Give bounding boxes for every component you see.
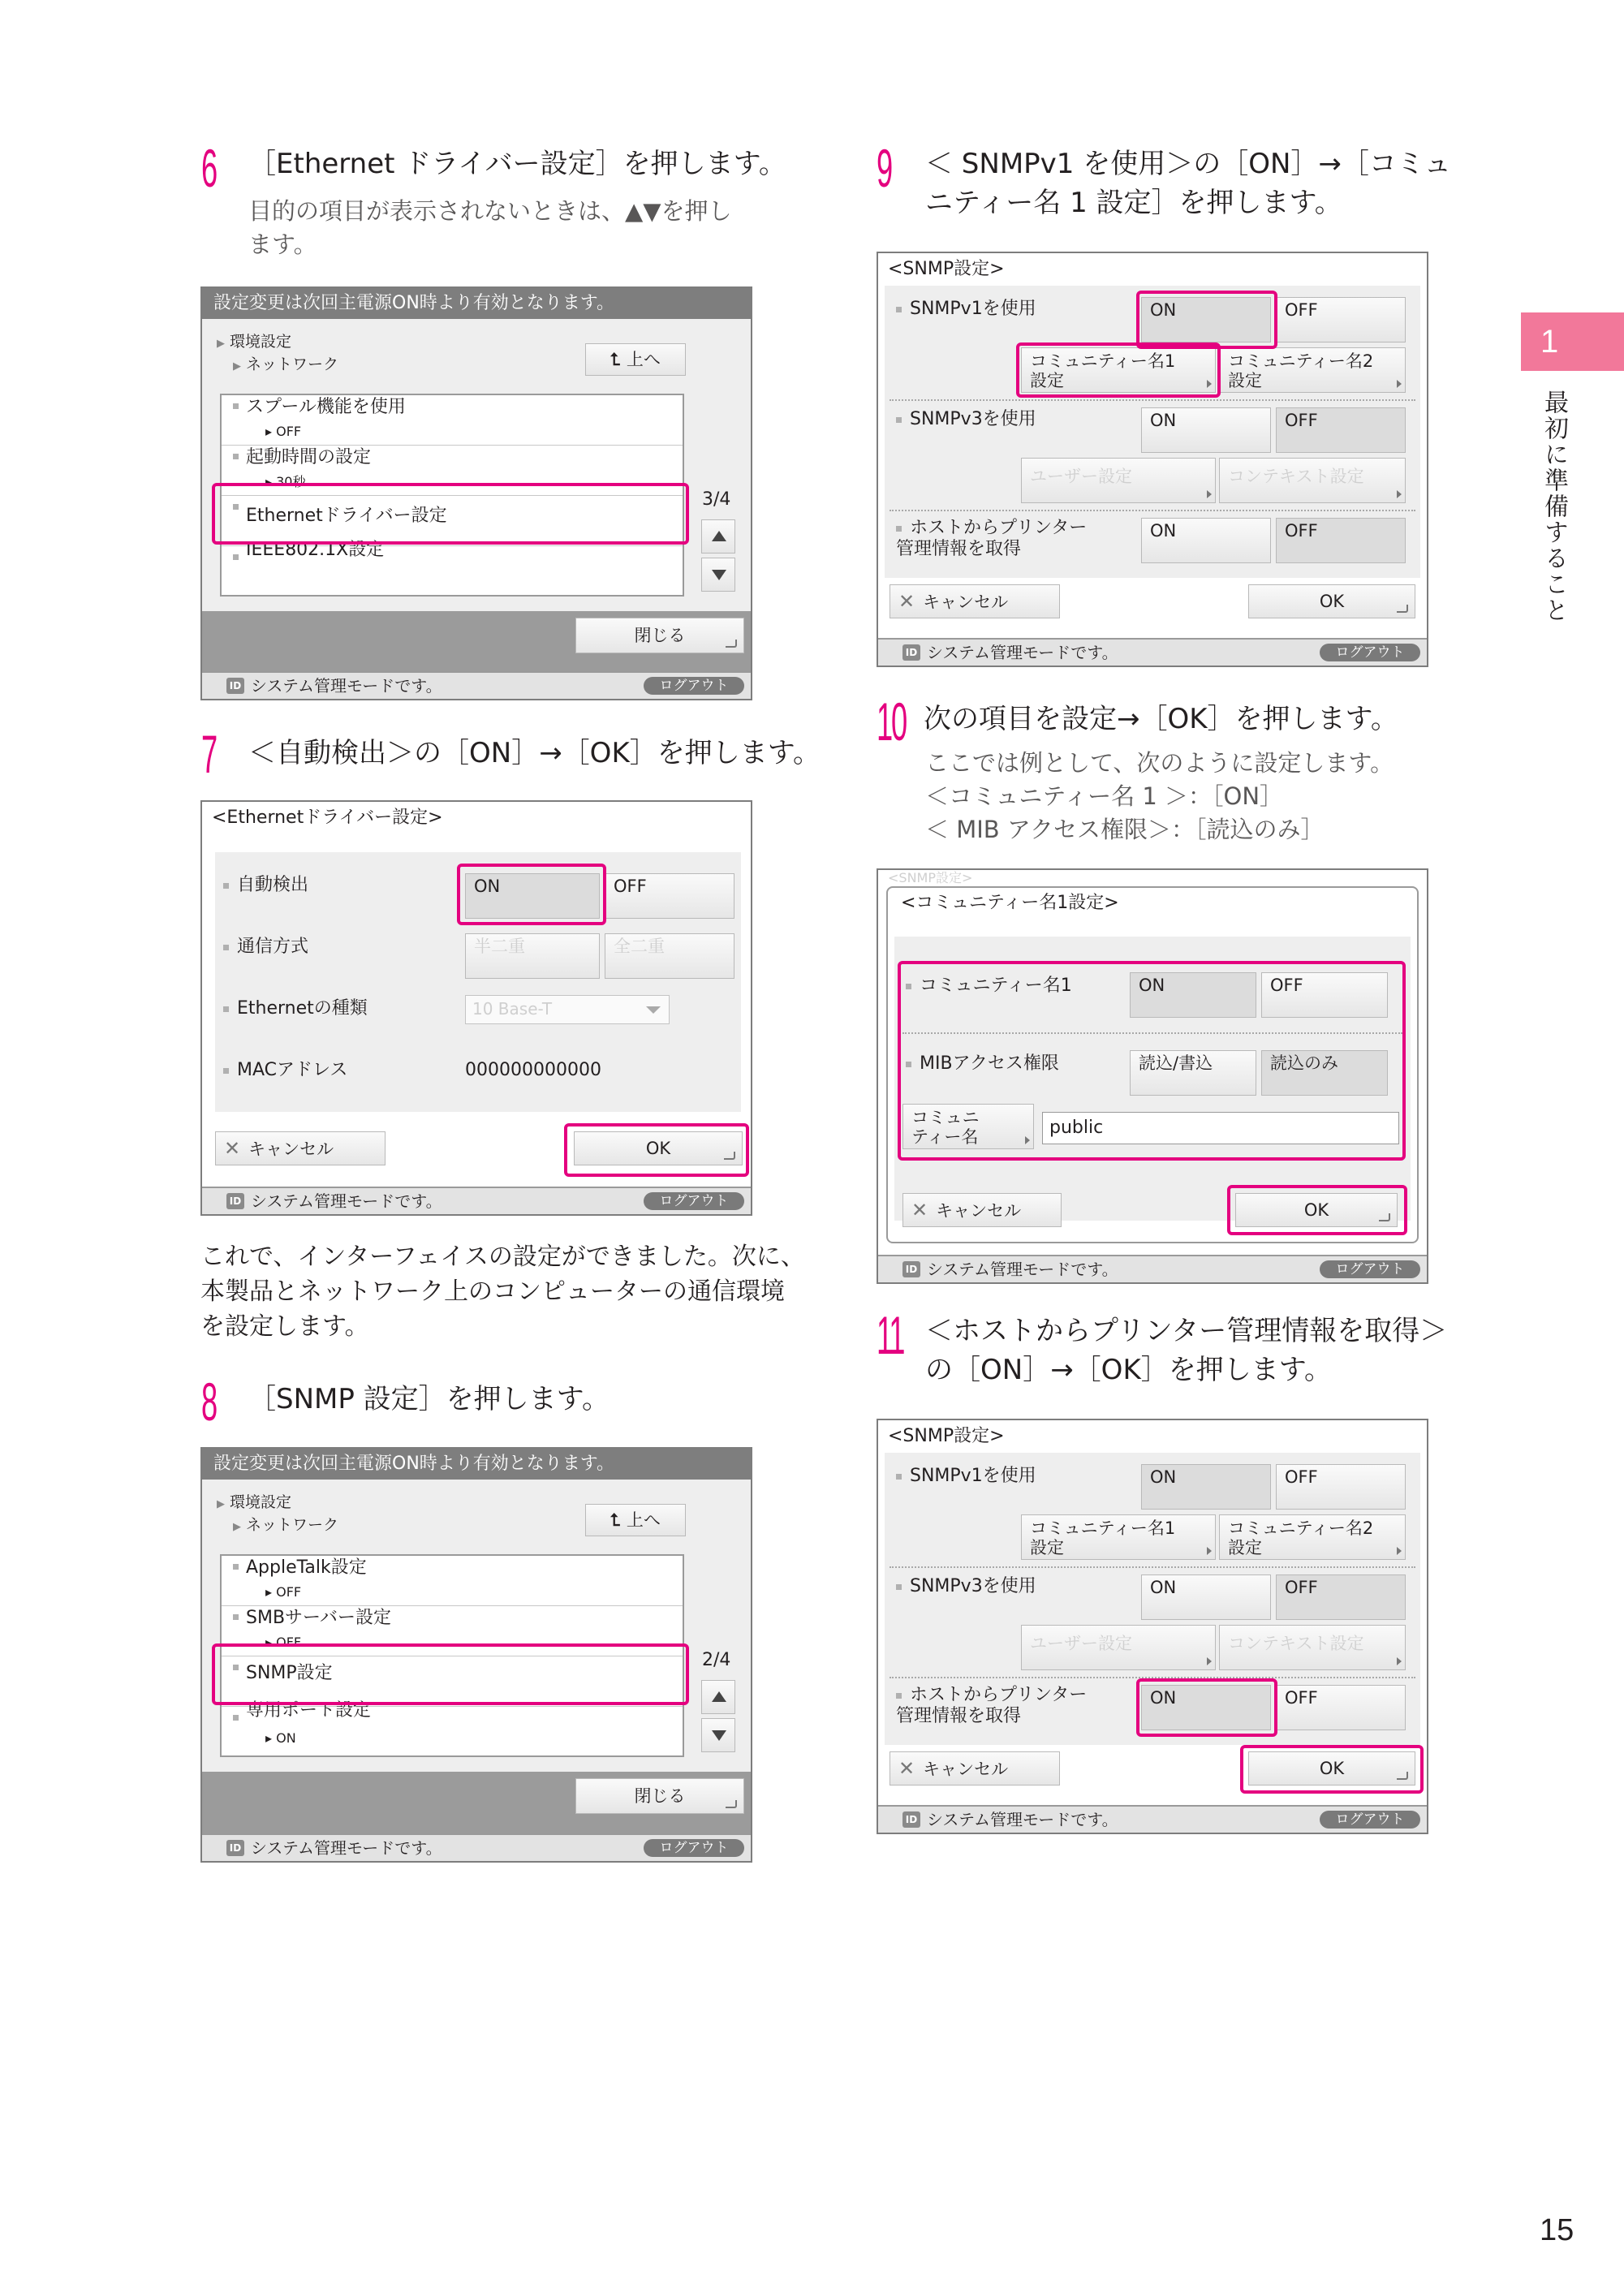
eth-type-select[interactable]: 10 Base-T — [465, 995, 670, 1024]
ok-button[interactable]: OK — [1235, 1193, 1398, 1227]
host-off-button[interactable]: OFF — [1276, 1685, 1406, 1730]
background-title: <SNMP設定> — [888, 870, 973, 885]
full-duplex-button[interactable]: 全二重 — [605, 933, 734, 979]
screen-footer: ID システム管理モードです。 ログアウト — [878, 1805, 1427, 1833]
triangle-down-icon — [712, 570, 726, 580]
snmpv3-label: SNMPv3を使用 — [896, 1576, 1036, 1597]
list-item-snmp[interactable]: SNMP設定 — [222, 1656, 683, 1707]
community-name-field[interactable]: public — [1042, 1112, 1399, 1144]
breadcrumb: ▶ 環境設定 — [217, 1493, 292, 1511]
ok-button[interactable]: OK — [574, 1131, 743, 1165]
chapter-title: 最初に準備すること — [1540, 390, 1568, 623]
screen-footer: ID システム管理モードです。 ログアウト — [878, 638, 1427, 666]
step6-screen — [200, 286, 752, 700]
mib-label: MIBアクセス権限 — [906, 1053, 1059, 1075]
chapter-tab — [1521, 312, 1624, 371]
user-settings-button[interactable]: ユーザー設定 — [1021, 458, 1216, 503]
screen-footer: ID システム管理モードです。 ログアウト — [202, 1833, 751, 1861]
triangle-down-icon — [712, 1730, 726, 1741]
close-button[interactable]: 閉じる — [575, 618, 744, 653]
settings-list — [220, 1554, 684, 1757]
logout-button[interactable]: ログアウト — [1320, 644, 1420, 661]
community2-button[interactable]: コミュニティー名2 設定 — [1219, 1514, 1406, 1560]
step10-screen — [877, 868, 1428, 1284]
community2-button[interactable]: コミュニティー名2 設定 — [1219, 347, 1406, 393]
triangle-up-icon — [712, 1691, 726, 1702]
logout-button[interactable]: ログアウト — [644, 1839, 744, 1857]
close-icon: ✕ — [898, 590, 915, 613]
up-button[interactable]: ⮤ 上へ — [585, 1504, 686, 1536]
step9-number: 9 — [877, 138, 891, 198]
community-on-button[interactable]: ON — [1130, 972, 1256, 1018]
cancel-button[interactable]: ✕ キャンセル — [902, 1193, 1062, 1227]
mac-value: 000000000000 — [465, 1060, 601, 1080]
snmpv3-on-button[interactable]: ON — [1141, 407, 1271, 453]
comm-mode-label: 通信方式 — [223, 937, 308, 958]
up-arrow-icon: ⮤ — [610, 1510, 627, 1530]
step8-screen — [200, 1447, 752, 1863]
step7-title: ＜自動検出＞の［ON］→［OK］を押します。 — [248, 737, 821, 769]
context-settings-button[interactable]: コンテキスト設定 — [1219, 458, 1406, 503]
close-icon: ✕ — [911, 1199, 928, 1221]
snmpv3-on-button[interactable]: ON — [1141, 1574, 1271, 1620]
step7-screen — [200, 800, 752, 1216]
scroll-up-button[interactable] — [701, 519, 735, 554]
list-item[interactable]: IEEE802.1X設定 — [222, 546, 683, 597]
scroll-up-button[interactable] — [701, 1680, 735, 1714]
step6-title: ［Ethernet ドライバー設定］を押します。 — [248, 148, 786, 180]
read-only-button[interactable]: 読込のみ — [1261, 1050, 1388, 1096]
auto-detect-off-button[interactable]: OFF — [605, 873, 734, 919]
id-icon: ID — [902, 644, 920, 661]
auto-detect-label: 自動検出 — [223, 875, 308, 896]
eth-type-label: Ethernetの種類 — [223, 998, 368, 1019]
page-indicator: 3/4 — [702, 489, 731, 510]
banner: 設定変更は次回主電源ON時より有効となります。 — [202, 1449, 751, 1480]
screen-footer: ID システム管理モードです。 ログアウト — [202, 1187, 751, 1214]
step8-number: 8 — [201, 1372, 216, 1432]
list-item[interactable]: 専用ポート設定 ▸ ON — [222, 1707, 683, 1757]
host-label: ホストからプリンター 管理情報を取得 — [896, 1685, 1088, 1726]
community-name-label: コミュニティー名1 — [906, 976, 1072, 997]
up-arrow-icon: ⮤ — [610, 350, 627, 369]
screen-title: <Ethernetドライバー設定> — [212, 808, 443, 828]
id-icon: ID — [226, 1840, 244, 1856]
breadcrumb-sub: ▶ ネットワーク — [233, 355, 339, 373]
chevron-down-icon — [646, 1006, 661, 1014]
community1-button[interactable]: コミュニティー名1 設定 — [1021, 347, 1216, 393]
host-off-button[interactable]: OFF — [1276, 518, 1406, 563]
id-icon: ID — [902, 1261, 920, 1277]
snmpv1-on-button[interactable]: ON — [1141, 297, 1271, 342]
list-item[interactable]: SMBサーバー設定 ▸ OFF — [222, 1606, 683, 1656]
step11-title: ＜ホストからプリンター管理情報を取得＞ の［ON］→［OK］を押します。 — [925, 1315, 1448, 1386]
close-icon: ✕ — [224, 1137, 241, 1160]
step9-screen — [877, 252, 1428, 667]
snmpv1-label: SNMPv1を使用 — [896, 1466, 1036, 1487]
settings-list — [220, 394, 684, 597]
close-button[interactable]: 閉じる — [575, 1778, 744, 1814]
ok-button[interactable]: OK — [1248, 584, 1415, 618]
mid-paragraph: これで、インターフェイスの設定ができました。次に、 本製品とネットワーク上のコンピューターの通信環境 を設定します。 — [200, 1243, 805, 1341]
up-button[interactable]: ⮤ 上へ — [585, 343, 686, 376]
snmpv1-label: SNMPv1を使用 — [896, 299, 1036, 320]
step10-number: 10 — [877, 691, 906, 752]
snmpv1-on-button[interactable]: ON — [1141, 1464, 1271, 1510]
host-on-button[interactable]: ON — [1141, 1685, 1271, 1730]
read-write-button[interactable]: 読込/書込 — [1130, 1050, 1256, 1096]
community-off-button[interactable]: OFF — [1261, 972, 1388, 1018]
mac-label: MACアドレス — [223, 1060, 347, 1081]
auto-detect-on-button[interactable]: ON — [465, 873, 600, 919]
step7-number: 7 — [201, 724, 216, 784]
snmpv1-off-button[interactable]: OFF — [1276, 1464, 1406, 1510]
screen-title: <SNMP設定> — [888, 259, 1005, 279]
logout-button[interactable]: ログアウト — [644, 677, 744, 695]
scroll-down-button[interactable] — [701, 1718, 735, 1752]
snmpv1-off-button[interactable]: OFF — [1276, 297, 1406, 342]
logout-button[interactable]: ログアウト — [1320, 1260, 1420, 1278]
screen-footer: ID システム管理モードです。 ログアウト — [878, 1255, 1427, 1282]
id-icon: ID — [226, 678, 244, 694]
id-icon: ID — [902, 1811, 920, 1828]
half-duplex-button[interactable]: 半二重 — [465, 933, 600, 979]
close-icon: ✕ — [898, 1757, 915, 1780]
snmpv3-off-button[interactable]: OFF — [1276, 1574, 1406, 1620]
community1-button[interactable]: コミュニティー名1 設定 — [1021, 1514, 1216, 1560]
host-on-button[interactable]: ON — [1141, 518, 1271, 563]
page-number: 15 — [1540, 2213, 1574, 2247]
scroll-down-button[interactable] — [701, 558, 735, 592]
step8-title: ［SNMP 設定］を押します。 — [248, 1383, 610, 1415]
community-name-button[interactable]: コミュニ ティー名 — [902, 1104, 1034, 1149]
list-item[interactable]: AppleTalk設定 ▸ OFF — [222, 1556, 683, 1606]
step11-number: 11 — [877, 1305, 904, 1365]
step10-desc: ここでは例として、次のように設定します。 ＜コミュニティー名 1 ＞：［ON］ ＜ MIB アクセス権限＞：［読込のみ］ — [925, 749, 1394, 843]
step11-screen — [877, 1419, 1428, 1834]
chapter-number: 1 — [1540, 324, 1559, 360]
screen-title: <コミュニティー名1設定> — [901, 893, 1119, 913]
user-settings-button[interactable]: ユーザー設定 — [1021, 1625, 1216, 1670]
list-item-ethernet[interactable]: Ethernetドライバー設定 — [222, 496, 683, 546]
logout-button[interactable]: ログアウト — [644, 1192, 744, 1210]
breadcrumb-sub: ▶ ネットワーク — [233, 1516, 339, 1534]
step10-title: 次の項目を設定→［OK］を押します。 — [924, 703, 1398, 735]
step6-desc: 目的の項目が表示されないときは、▲▼を押し ます。 — [248, 197, 732, 258]
screen-footer: ID システム管理モードです。 ログアウト — [202, 671, 751, 699]
id-icon: ID — [226, 1193, 244, 1209]
triangle-up-icon — [712, 531, 726, 541]
host-label: ホストからプリンター 管理情報を取得 — [896, 518, 1088, 559]
cancel-button[interactable]: ✕ キャンセル — [890, 1751, 1060, 1786]
page-indicator: 2/4 — [702, 1650, 731, 1670]
cancel-button[interactable]: ✕ キャンセル — [890, 584, 1060, 618]
list-item[interactable]: 起動時間の設定 ▸ 30秒 — [222, 446, 683, 496]
snmpv3-label: SNMPv3を使用 — [896, 409, 1036, 430]
ok-button[interactable]: OK — [1248, 1751, 1415, 1786]
breadcrumb: ▶ 環境設定 — [217, 333, 292, 351]
list-item[interactable]: スプール機能を使用 ▸ OFF — [222, 395, 683, 446]
context-settings-button[interactable]: コンテキスト設定 — [1219, 1625, 1406, 1670]
logout-button[interactable]: ログアウト — [1320, 1811, 1420, 1829]
step6-number: 6 — [201, 138, 216, 198]
screen-title: <SNMP設定> — [888, 1426, 1005, 1446]
cancel-button[interactable]: ✕ キャンセル — [215, 1131, 386, 1165]
step9-title: ＜ SNMPv1 を使用＞の［ON］→［コミュ ニティー名 1 設定］を押します。 — [925, 148, 1452, 219]
banner: 設定変更は次回主電源ON時より有効となります。 — [202, 288, 751, 319]
snmpv3-off-button[interactable]: OFF — [1276, 407, 1406, 453]
